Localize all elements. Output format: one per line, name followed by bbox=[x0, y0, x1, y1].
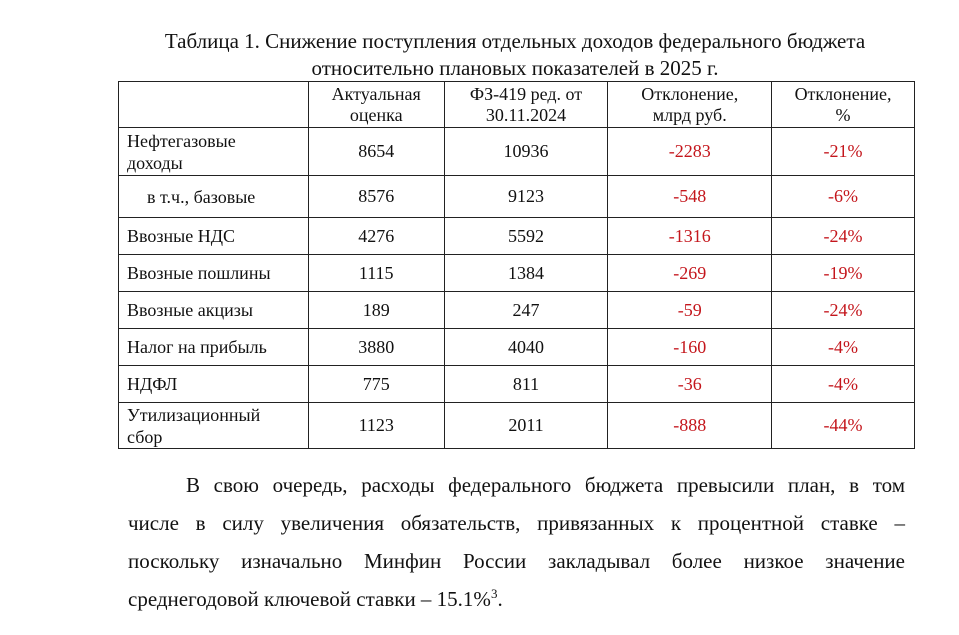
cell-plan: 811 bbox=[444, 366, 608, 403]
row-name-line: Ввозные акцизы bbox=[127, 300, 253, 320]
row-name-line: НДФЛ bbox=[127, 374, 178, 394]
table-row bbox=[119, 366, 915, 403]
row-name-line: Ввозные НДС bbox=[127, 226, 235, 246]
header-dev-abs-line: млрд руб. bbox=[652, 104, 727, 125]
row-name-line: Нефтегазовые bbox=[127, 130, 236, 151]
row-name bbox=[119, 176, 309, 218]
table-row bbox=[119, 218, 915, 255]
cell-plan: 5592 bbox=[444, 218, 608, 255]
cell-actual: 1115 bbox=[308, 255, 444, 292]
paragraph-line-4-text: среднегодовой ключевой ставки – 15.1% bbox=[128, 587, 491, 611]
paragraph-line-4 bbox=[128, 580, 905, 618]
cell-plan: 247 bbox=[444, 292, 608, 329]
header-plan bbox=[444, 82, 608, 128]
header-dev-abs bbox=[608, 82, 772, 128]
header-dev-pct-line: Отклонение, bbox=[794, 83, 892, 104]
row-name bbox=[119, 128, 309, 176]
row-name-line: доходы bbox=[127, 152, 183, 173]
cell-actual: 189 bbox=[308, 292, 444, 329]
cell-dev-abs: -269 bbox=[608, 255, 772, 292]
row-name bbox=[119, 218, 309, 255]
cell-dev-pct: -19% bbox=[772, 255, 915, 292]
paragraph-end-punct: . bbox=[497, 587, 503, 611]
cell-dev-pct: -4% bbox=[772, 366, 915, 403]
cell-actual: 3880 bbox=[308, 329, 444, 366]
cell-actual: 4276 bbox=[308, 218, 444, 255]
table-caption-line-1: Таблица 1. Снижение поступления отдельных доходов федерального бюджета bbox=[164, 29, 866, 53]
header-dev-abs-line: Отклонение, bbox=[641, 83, 739, 104]
row-name bbox=[119, 366, 309, 403]
row-name-line: в т.ч., базовые bbox=[147, 186, 256, 207]
cell-dev-abs: -1316 bbox=[608, 218, 772, 255]
row-name bbox=[119, 329, 309, 366]
table-body bbox=[119, 128, 915, 449]
table-row bbox=[119, 128, 915, 176]
row-name bbox=[119, 292, 309, 329]
header-blank bbox=[119, 82, 309, 128]
cell-plan: 9123 bbox=[444, 176, 608, 218]
cell-plan: 10936 bbox=[444, 128, 608, 176]
row-name bbox=[119, 403, 309, 449]
table-caption bbox=[100, 28, 930, 82]
row-name-line: Налог на прибыль bbox=[127, 337, 267, 357]
cell-dev-abs: -59 bbox=[608, 292, 772, 329]
cell-dev-abs: -36 bbox=[608, 366, 772, 403]
table-row bbox=[119, 403, 915, 449]
header-dev-pct bbox=[772, 82, 915, 128]
row-name bbox=[119, 255, 309, 292]
row-name-line: Ввозные пошлины bbox=[127, 263, 271, 283]
paragraph-line-2: числе в силу увеличения обязательств, привязанных к процентной ставке – bbox=[128, 511, 905, 535]
header-actual-line: оценка bbox=[349, 104, 403, 125]
table-header-row bbox=[119, 82, 915, 128]
footnote-ref[interactable]: 3 bbox=[490, 586, 498, 601]
table-row bbox=[119, 255, 915, 292]
cell-plan: 4040 bbox=[444, 329, 608, 366]
cell-plan: 2011 bbox=[444, 403, 608, 449]
paragraph-line-3: поскольку изначально Минфин России закладывал более низкое значение bbox=[128, 549, 905, 573]
cell-plan: 1384 bbox=[444, 255, 608, 292]
table-row bbox=[119, 292, 915, 329]
table-row bbox=[119, 176, 915, 218]
cell-dev-pct: -21% bbox=[772, 128, 915, 176]
cell-dev-pct: -4% bbox=[772, 329, 915, 366]
header-plan-line: ФЗ-419 ред. от bbox=[469, 83, 583, 104]
paragraph-line-1: В свою очередь, расходы федерального бюджета превысили план, в том bbox=[186, 473, 905, 497]
cell-actual: 775 bbox=[308, 366, 444, 403]
cell-dev-pct: -24% bbox=[772, 292, 915, 329]
cell-actual: 1123 bbox=[308, 403, 444, 449]
header-actual-line: Актуальная bbox=[331, 83, 421, 104]
cell-dev-abs: -2283 bbox=[608, 128, 772, 176]
header-plan-line: 30.11.2024 bbox=[485, 104, 567, 125]
table-caption-line-2: относительно плановых показателей в 2025 г. bbox=[311, 56, 719, 80]
table-row bbox=[119, 329, 915, 366]
cell-actual: 8576 bbox=[308, 176, 444, 218]
row-name-line: Утилизационный bbox=[127, 404, 261, 425]
cell-dev-abs: -160 bbox=[608, 329, 772, 366]
body-paragraph bbox=[128, 466, 905, 618]
revenue-table bbox=[118, 81, 915, 449]
row-name-line: сбор bbox=[127, 426, 163, 447]
cell-dev-pct: -44% bbox=[772, 403, 915, 449]
header-actual bbox=[308, 82, 444, 128]
cell-dev-abs: -548 bbox=[608, 176, 772, 218]
header-dev-pct-line: % bbox=[835, 104, 851, 125]
cell-actual: 8654 bbox=[308, 128, 444, 176]
cell-dev-abs: -888 bbox=[608, 403, 772, 449]
cell-dev-pct: -6% bbox=[772, 176, 915, 218]
cell-dev-pct: -24% bbox=[772, 218, 915, 255]
